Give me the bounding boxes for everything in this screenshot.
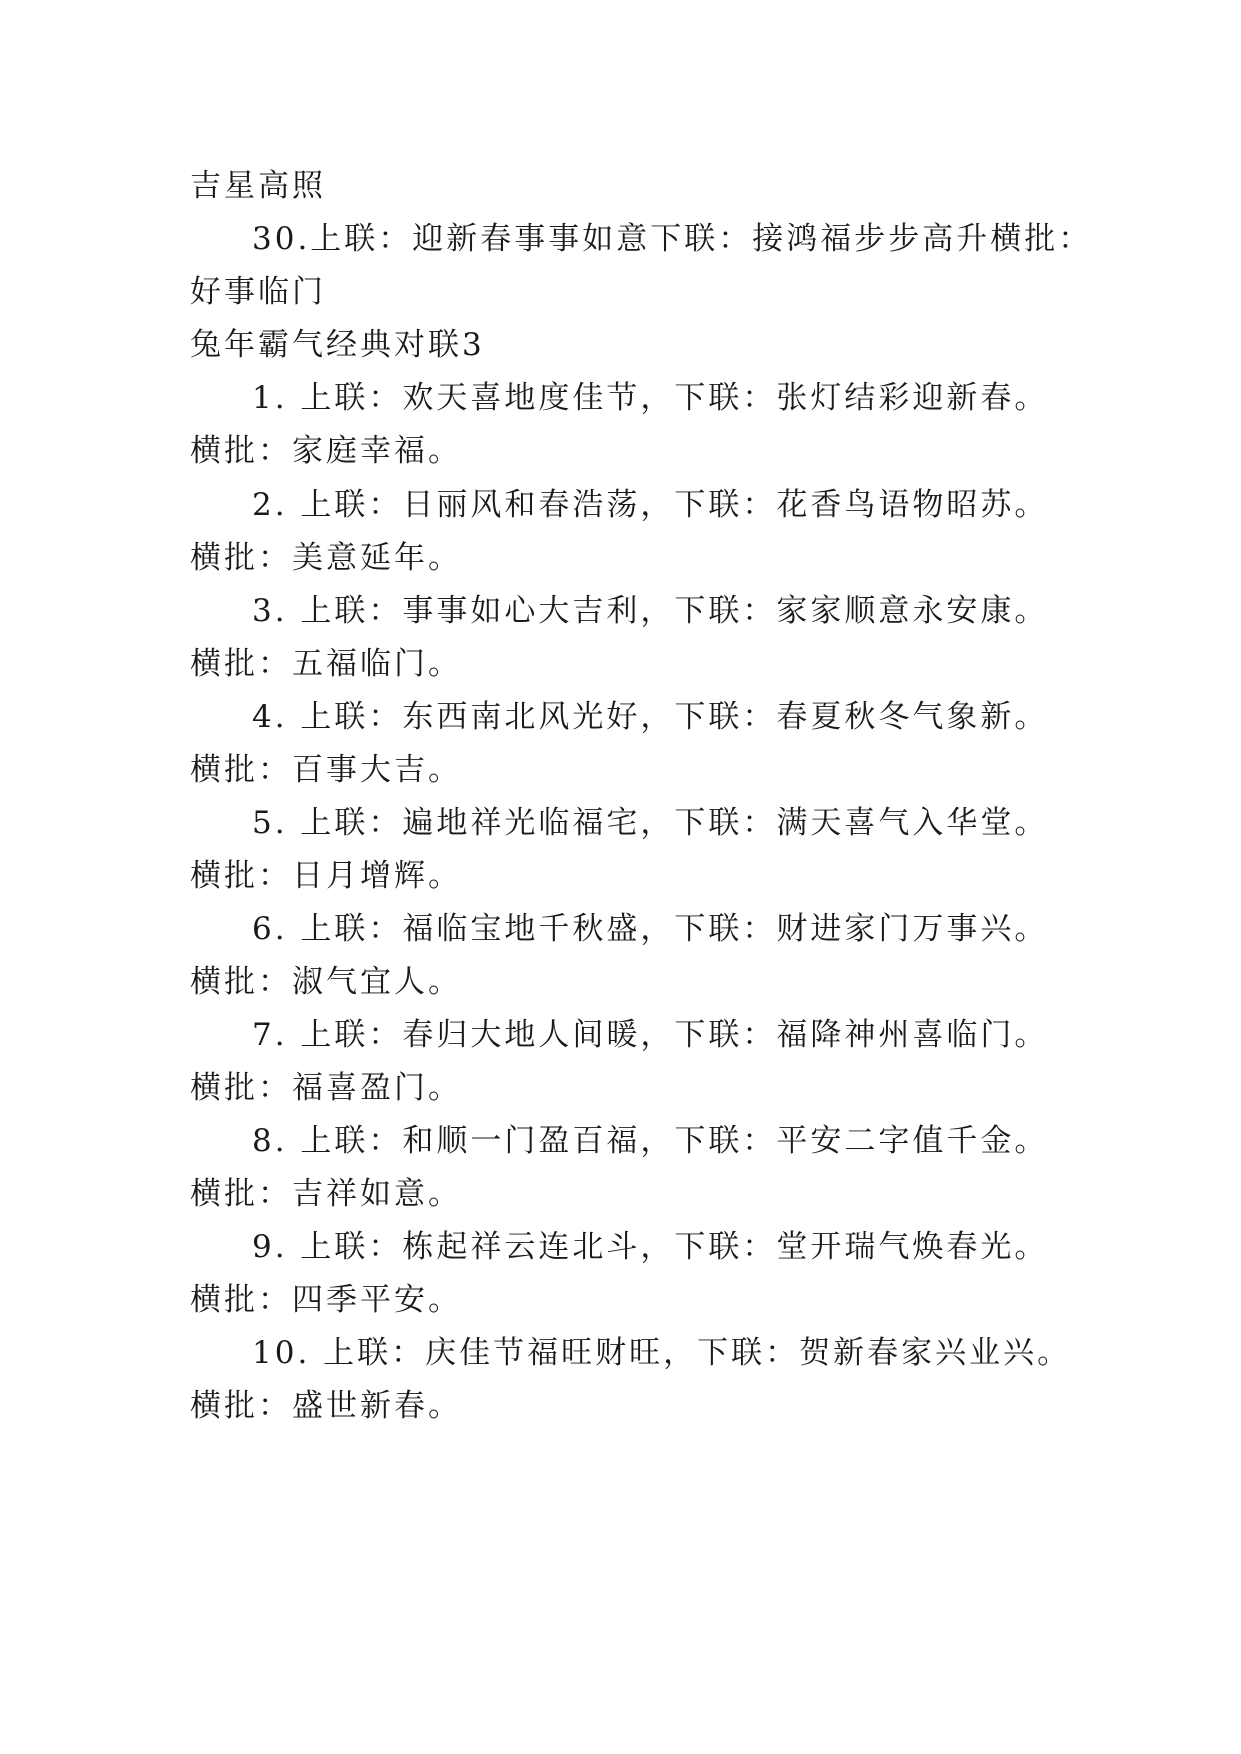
couplet-7: 7. 上联：春归大地人间暖，下联：福降神州喜临门。 — [252, 1017, 1049, 1053]
text-line: 好事临门 — [190, 274, 326, 310]
couplet-30: 30.上联：迎新春事事如意下联：接鸿福步步高升横批： — [252, 221, 1093, 257]
couplet-2: 2. 上联：日丽风和春浩荡，下联：花香鸟语物昭苏。 — [252, 487, 1049, 523]
couplet-10: 10. 上联：庆佳节福旺财旺，下联：贺新春家兴业兴。 — [252, 1335, 1072, 1371]
couplet-3-horizontal: 横批：五福临门。 — [190, 646, 462, 682]
couplet-1-horizontal: 横批：家庭幸福。 — [190, 433, 462, 469]
couplet-8: 8. 上联：和顺一门盈百福，下联：平安二字值千金。 — [252, 1123, 1049, 1159]
couplet-10-horizontal: 横批：盛世新春。 — [190, 1388, 462, 1424]
section-heading: 兔年霸气经典对联3 — [190, 327, 485, 363]
couplet-2-horizontal: 横批：美意延年。 — [190, 540, 462, 576]
couplet-5-horizontal: 横批：日月增辉。 — [190, 858, 462, 894]
text-line: 吉星高照 — [190, 168, 326, 204]
couplet-5: 5. 上联：遍地祥光临福宅，下联：满天喜气入华堂。 — [252, 805, 1049, 841]
couplet-4: 4. 上联：东西南北风光好，下联：春夏秋冬气象新。 — [252, 699, 1049, 735]
couplet-3: 3. 上联：事事如心大吉利，下联：家家顺意永安康。 — [252, 593, 1049, 629]
couplet-1: 1. 上联：欢天喜地度佳节，下联：张灯结彩迎新春。 — [252, 380, 1049, 416]
couplet-9: 9. 上联：栋起祥云连北斗，下联：堂开瑞气焕春光。 — [252, 1229, 1049, 1265]
couplet-6-horizontal: 横批：淑气宜人。 — [190, 964, 462, 1000]
couplet-8-horizontal: 横批：吉祥如意。 — [190, 1176, 462, 1212]
couplet-7-horizontal: 横批：福喜盈门。 — [190, 1070, 462, 1106]
couplet-4-horizontal: 横批：百事大吉。 — [190, 752, 462, 788]
couplet-9-horizontal: 横批：四季平安。 — [190, 1282, 462, 1318]
couplet-6: 6. 上联：福临宝地千秋盛，下联：财进家门万事兴。 — [252, 911, 1049, 947]
